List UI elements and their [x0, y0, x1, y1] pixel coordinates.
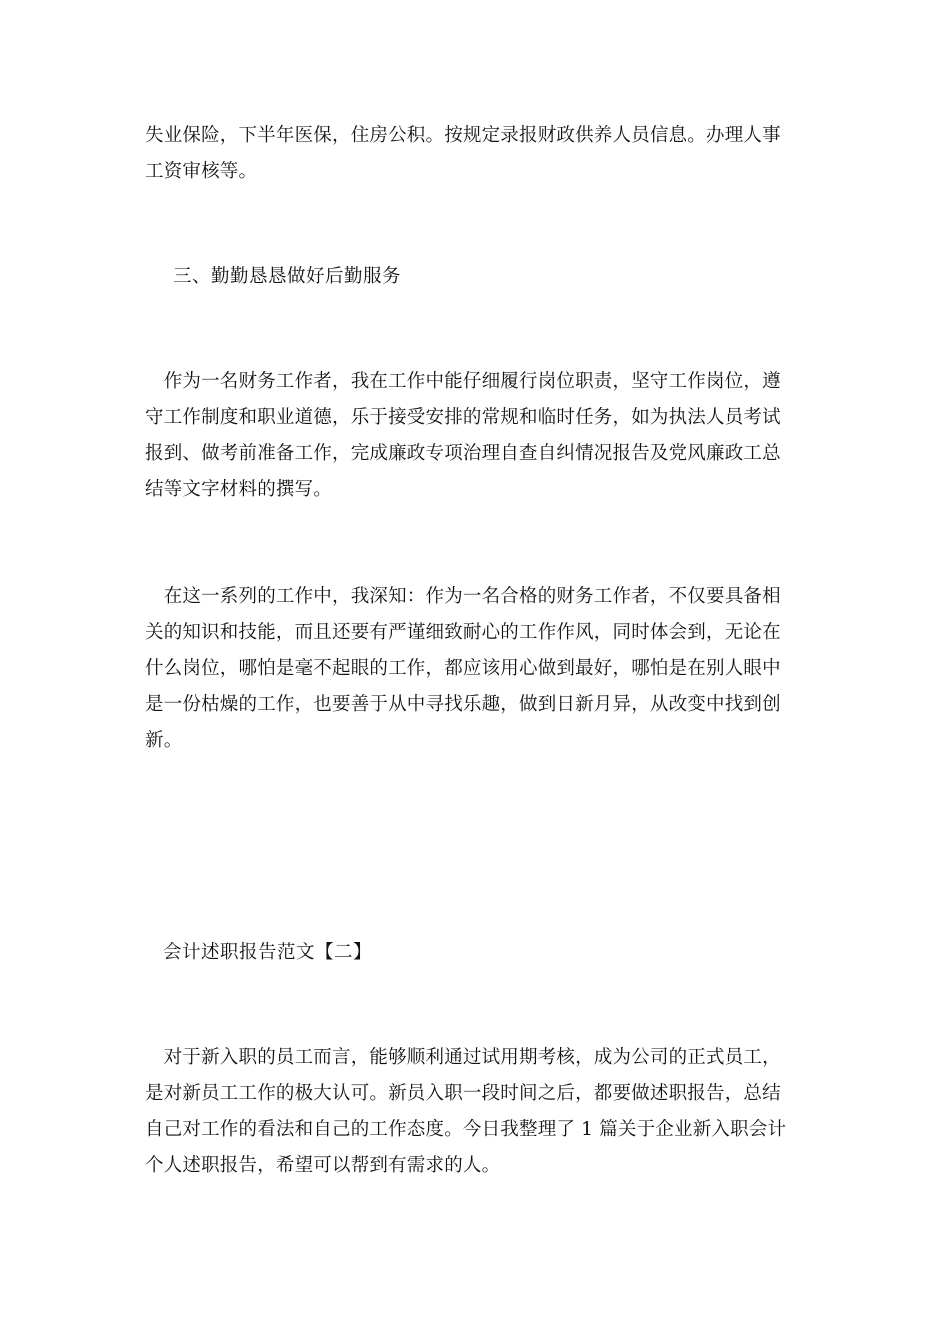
paragraph-intro: [145, 1040, 805, 1184]
paragraph-line: 关的知识和技能，而且还要有严谨细致耐心的工作作风，同时体会到，无论在: [145, 622, 781, 643]
article-title: 会计述职报告范文【二】: [163, 942, 373, 963]
paragraph-line: 工资审核等。: [145, 161, 258, 182]
paragraph-line: 对于新入职的员工而言，能够顺利通过试用期考核，成为公司的正式员工，: [145, 1047, 781, 1068]
paragraph-line: 新。: [145, 730, 183, 751]
paragraph-line: 结等文字材料的撰写。: [145, 479, 333, 500]
paragraph-line: 失业保险，下半年医保，住房公积。按规定录报财政供养人员信息。办理人事: [145, 125, 781, 146]
paragraph-insight: [145, 579, 805, 759]
paragraph-insurance-tasks: [145, 118, 805, 190]
paragraph-line: 作为一名财务工作者，我在工作中能仔细履行岗位职责，坚守工作岗位，遵: [145, 371, 781, 392]
paragraph-line: 守工作制度和职业道德，乐于接受安排的常规和临时任务，如为执法人员考试: [145, 407, 781, 428]
paragraph-duties: [145, 364, 805, 508]
paragraph-line: 什么岗位，哪怕是毫不起眼的工作，都应该用心做到最好，哪怕是在别人眼中: [145, 658, 781, 679]
paragraph-line: 在这一系列的工作中，我深知：作为一名合格的财务工作者，不仅要具备相: [145, 586, 781, 607]
section-heading-logistics: 三、勤勤恳恳做好后勤服务: [173, 266, 402, 287]
paragraph-line: 报到、做考前准备工作，完成廉政专项治理自查自纠情况报告及党风廉政工总: [145, 443, 781, 464]
paragraph-line: 是一份枯燥的工作，也要善于从中寻找乐趣，做到日新月异，从改变中找到创: [145, 694, 781, 715]
paragraph-line: 个人述职报告，希望可以帮到有需求的人。: [145, 1155, 501, 1176]
paragraph-line: 是对新员工工作的极大认可。新员入职一段时间之后，都要做述职报告，总结: [145, 1083, 781, 1104]
paragraph-line: 自己对工作的看法和自己的工作态度。今日我整理了 1 篇关于企业新入职会计: [145, 1119, 787, 1140]
